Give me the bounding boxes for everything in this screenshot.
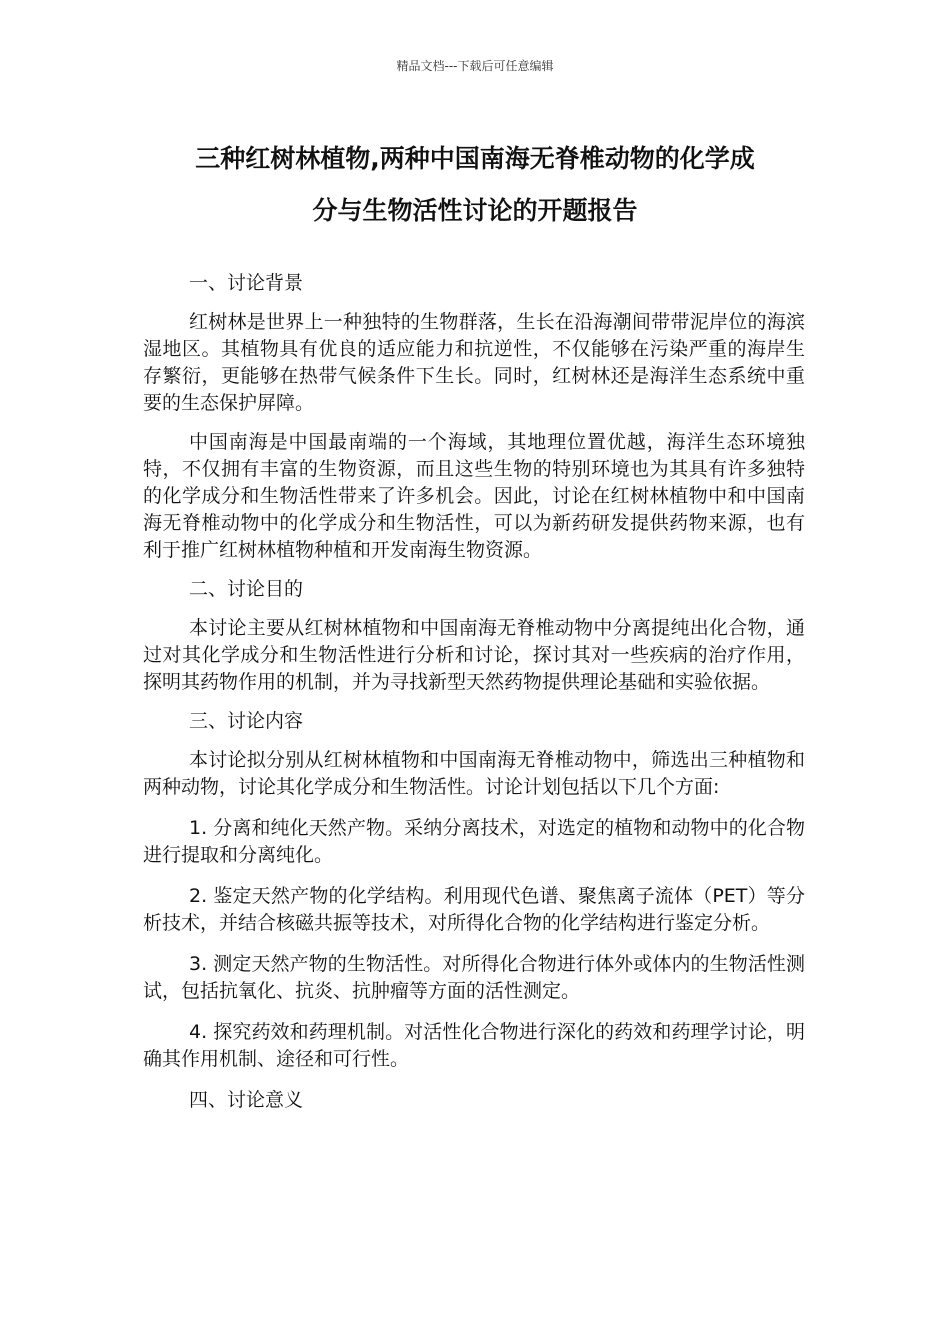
section-heading-purpose: 二、讨论目的 [189,578,304,600]
document-body [143,270,805,1114]
title-line-2: 分与生物活性讨论的开题报告 [312,196,638,225]
paragraph-content-intro: 本讨论拟分别从红树林植物和中国南海无脊椎动物中，筛选出三种植物和两种动物，讨论其化学成分和生物活性。讨论计划包括以下几个方面: [143,749,805,798]
list-item-structure-identification: 2. 鉴定天然产物的化学结构。利用现代色谱、聚焦离子流体（PET）等分析技术，并结合核磁共振等技术，对所得化合物的化学结构进行鉴定分析。 [143,885,805,934]
section-heading-background: 一、讨论背景 [189,272,304,294]
list-item-mechanism-study: 4. 探究药效和药理机制。对活性化合物进行深化的药效和药理学讨论，明确其作用机制、途径和可行性。 [143,1021,805,1070]
page-header: 精品文档---下载后可任意编辑 [396,59,554,73]
document-title [150,133,800,237]
paragraph-south-china-sea: 中国南海是中国最南端的一个海域，其地理位置优越，海洋生态环境独特，不仅拥有丰富的生物资源，而且这些生物的特别环境也为其具有许多独特的化学成分和生物活性带来了许多机会。因此，讨论在红树林植物中和中国南海无脊椎动物中的化学成分和生物活性，可以为新药研发提供药物来源，也有利于推广红树林植物种植和开发南海生物资源。 [143,431,805,561]
paragraph-purpose: 本讨论主要从红树林植物和中国南海无脊椎动物中分离提纯出化合物，通过对其化学成分和生物活性进行分析和讨论，探讨其对一些疾病的治疗作用，探明其药物作用的机制，并为寻找新型天然药物提供理论基础和实验依据。 [143,617,805,693]
paragraph-mangrove-intro: 红树林是世界上一种独特的生物群落，生长在沿海潮间带带泥岸位的海滨湿地区。其植物具有优良的适应能力和抗逆性，不仅能够在污染严重的海岸生存繁衍，更能够在热带气候条件下生长。同时，红树林还是海洋生态系统中重要的生态保护屏障。 [143,311,805,414]
title-line-1: 三种红树林植物,两种中国南海无脊椎动物的化学成 [195,144,755,173]
list-item-separation: 1. 分离和纯化天然产物。采纳分离技术，对选定的植物和动物中的化合物进行提取和分离纯化。 [143,817,805,866]
list-item-bioactivity-testing: 3. 测定天然产物的生物活性。对所得化合物进行体外或体内的生物活性测试，包括抗氧化、抗炎、抗肿瘤等方面的活性测定。 [143,953,805,1002]
section-heading-content: 三、讨论内容 [189,710,304,732]
section-heading-significance: 四、讨论意义 [189,1089,304,1111]
